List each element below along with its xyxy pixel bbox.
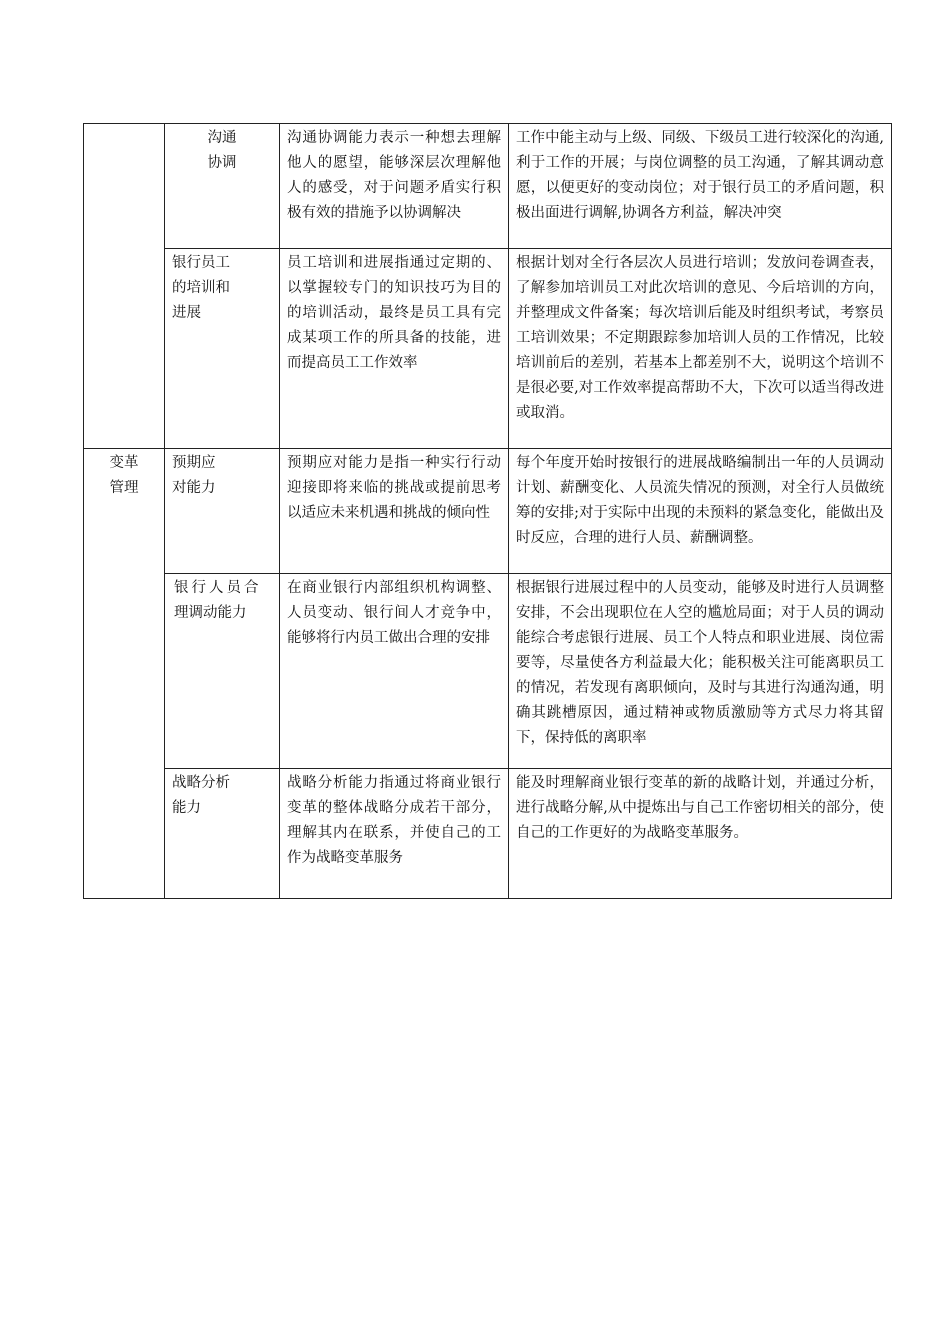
behavior-cell: 工作中能主动与上级、同级、下级员工进行较深化的沟通,利于工作的开展；与岗位调整的员工沟通，了解其调动意愿，以便更好的变动岗位；对于银行员工的矛盾问题，积极出面进行调解,协调各方利益，解决冲突 xyxy=(509,124,892,249)
competency-name: 协调 xyxy=(207,155,237,171)
competency-name: 对能力 xyxy=(172,480,216,496)
competency-name: 进展 xyxy=(172,305,201,321)
behavior-cell: 能及时理解商业银行变革的新的战略计划，并通过分析，进行战略分解,从中提炼出与自己工作密切相关的部分，使自己的工作更好的为战略变革服务。 xyxy=(509,769,892,899)
definition-cell: 预期应对能力是指一种实行行动迎接即将来临的挑战或提前思考以适应未来机遇和挑战的倾向性 xyxy=(280,449,509,574)
definition-cell: 员工培训和进展指通过定期的、以掌握较专门的知识技巧为目的的培训活动，最终是员工具有完成某项工作的所具备的技能，进而提高员工工作效率 xyxy=(280,249,509,449)
competency-name-cell xyxy=(165,769,280,899)
table-row xyxy=(84,124,892,249)
competency-table xyxy=(83,123,892,899)
definition-cell: 沟通协调能力表示一种想去理解他人的愿望，能够深层次理解他人的感受，对于问题矛盾实行积极有效的措施予以协调解决 xyxy=(280,124,509,249)
behavior-cell: 每个年度开始时按银行的进展战略编制出一年的人员调动计划、薪酬变化、人员流失情况的预测，对全行人员做统筹的安排;对于实际中出现的未预料的紧急变化，能做出及时反应，合理的进行人员、薪酬调整。 xyxy=(509,449,892,574)
competency-name: 预期应 xyxy=(172,455,216,471)
competency-name-cell xyxy=(165,124,280,249)
competency-name-cell xyxy=(165,574,280,769)
competency-name: 银行人员合 xyxy=(174,580,262,596)
behavior-cell: 根据银行进展过程中的人员变动，能够及时进行人员调整安排，不会出现职位在人空的尴尬局面；对于人员的调动能综合考虑银行进展、员工个人特点和职业进展、岗位需要等，尽量使各方利益最大化；能积极关注可能离职员工的情况，若发现有离职倾向，及时与其进行沟通沟通，明确其跳槽原因，通过精神或物质激励等方式尽力将其留下，保持低的离职率 xyxy=(509,574,892,769)
behavior-cell: 根据计划对全行各层次人员进行培训；发放问卷调查表，了解参加培训员工对此次培训的意见、今后培训的方向，并整理成文件备案；每次培训后能及时组织考试，考察员工培训效果；不定期跟踪参加培训人员的工作情况，比较培训前后的差别，若基本上都差别不大，说明这个培训不是很必要,对工作效率提高帮助不大，下次可以适当得改进或取消。 xyxy=(509,249,892,449)
competency-name-cell xyxy=(165,449,280,574)
competency-name: 的培训和 xyxy=(172,280,230,296)
table-row xyxy=(84,769,892,899)
competency-name: 理调动能力 xyxy=(174,605,247,621)
category-cell xyxy=(84,449,165,899)
category-cell xyxy=(84,124,165,449)
table-row xyxy=(84,574,892,769)
definition-cell: 在商业银行内部组织机构调整、人员变动、银行间人才竞争中，能够将行内员工做出合理的安排 xyxy=(280,574,509,769)
category-label: 管理 xyxy=(109,480,139,496)
definition-cell: 战略分析能力指通过将商业银行变革的整体战略分成若干部分，理解其内在联系，并使自己的工作为战略变革服务 xyxy=(280,769,509,899)
competency-name: 沟通 xyxy=(207,130,237,146)
table-row xyxy=(84,249,892,449)
competency-name: 银行员工 xyxy=(172,255,230,271)
competency-name: 战略分析 xyxy=(172,775,230,791)
competency-name-cell xyxy=(165,249,280,449)
category-label: 变革 xyxy=(109,455,139,471)
table-row xyxy=(84,449,892,574)
competency-name: 能力 xyxy=(172,800,201,816)
